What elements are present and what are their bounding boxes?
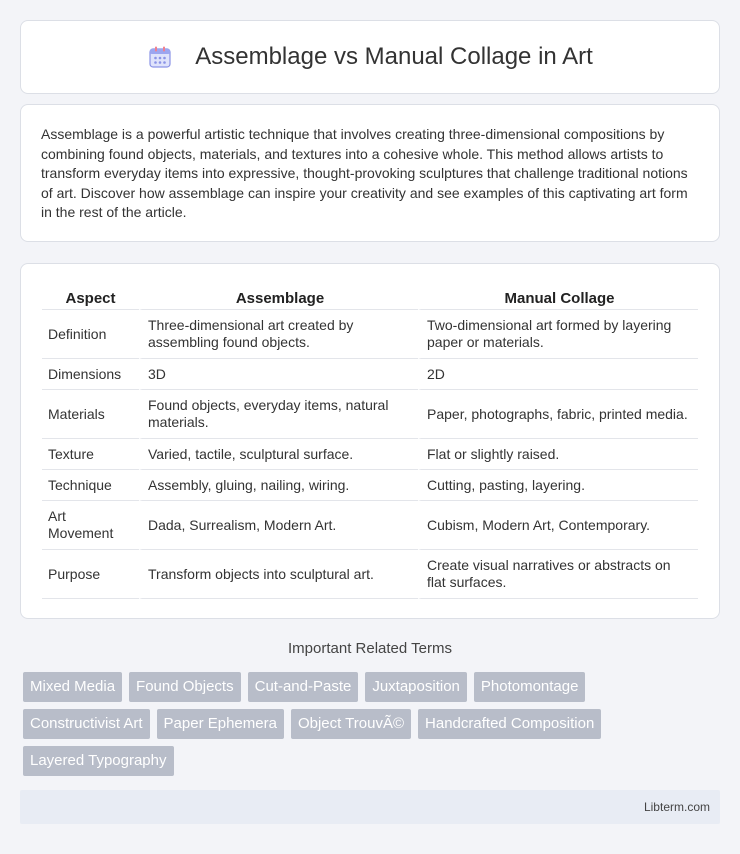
table-cell: Purpose [42,550,139,599]
table-cell: Cubism, Modern Art, Contemporary. [418,501,698,550]
table-row [42,310,698,359]
calendar-icon [147,44,173,70]
table-cell: Assembly, gluing, nailing, wiring. [139,470,418,501]
table-cell: 2D [418,359,698,390]
footer [20,790,720,824]
table-cell: Cutting, pasting, layering. [418,470,698,501]
table-row [42,390,698,439]
related-term-tag[interactable]: Constructivist Art [23,709,150,739]
comparison-table [42,284,698,599]
related-term-tag[interactable]: Object TrouvÃ© [291,709,411,739]
table-cell: Transform objects into sculptural art. [139,550,418,599]
table-cell: Dada, Surrealism, Modern Art. [139,501,418,550]
table-row [42,470,698,501]
table-cell: Paper, photographs, fabric, printed media. [418,390,698,439]
table-row [42,550,698,599]
related-term-tag[interactable]: Paper Ephemera [157,709,284,739]
table-row [42,359,698,390]
table-cell: Materials [42,390,139,439]
table-cell: Found objects, everyday items, natural materials. [139,390,418,439]
table-cell: Art Movement [42,501,139,550]
related-terms-list [23,672,723,783]
table-cell: Flat or slightly raised. [418,439,698,470]
table-cell: Texture [42,439,139,470]
related-term-tag[interactable]: Found Objects [129,672,241,702]
related-term-tag[interactable]: Juxtaposition [365,672,467,702]
page-title: Assemblage vs Manual Collage in Art [195,43,593,70]
related-term-tag[interactable]: Layered Typography [23,746,174,776]
table-cell: Create visual narratives or abstracts on flat surfaces. [418,550,698,599]
table-cell: 3D [139,359,418,390]
title-card [20,20,720,94]
table-header-row [42,284,698,310]
related-terms-heading: Important Related Terms [288,640,452,657]
column-header: Manual Collage [418,284,698,310]
column-header: Assemblage [139,284,418,310]
table-cell: Dimensions [42,359,139,390]
intro-paragraph: Assemblage is a powerful artistic technique that involves creating three-dimensional compositions by combining found objects, materials, and textures into a cohesive whole. This method allows artists to transform everyday items into expressive, thought-provoking sculptures that challenge traditional notions of art. Discover how assemblage can inspire your creativity and see examples of this captivating art form in the rest of the article. [41,126,688,221]
table-cell: Two-dimensional art formed by layering paper or materials. [418,310,698,359]
related-term-tag[interactable]: Mixed Media [23,672,122,702]
table-cell: Definition [42,310,139,359]
table-cell: Varied, tactile, sculptural surface. [139,439,418,470]
related-term-tag[interactable]: Photomontage [474,672,586,702]
table-row [42,501,698,550]
column-header: Aspect [42,284,139,310]
table-cell: Technique [42,470,139,501]
related-term-tag[interactable]: Cut-and-Paste [248,672,359,702]
comparison-card [20,263,720,619]
table-cell: Three-dimensional art created by assembling found objects. [139,310,418,359]
related-term-tag[interactable]: Handcrafted Composition [418,709,601,739]
footer-site-link[interactable]: Libterm.com [643,800,710,814]
table-row [42,439,698,470]
intro-card [20,104,720,242]
